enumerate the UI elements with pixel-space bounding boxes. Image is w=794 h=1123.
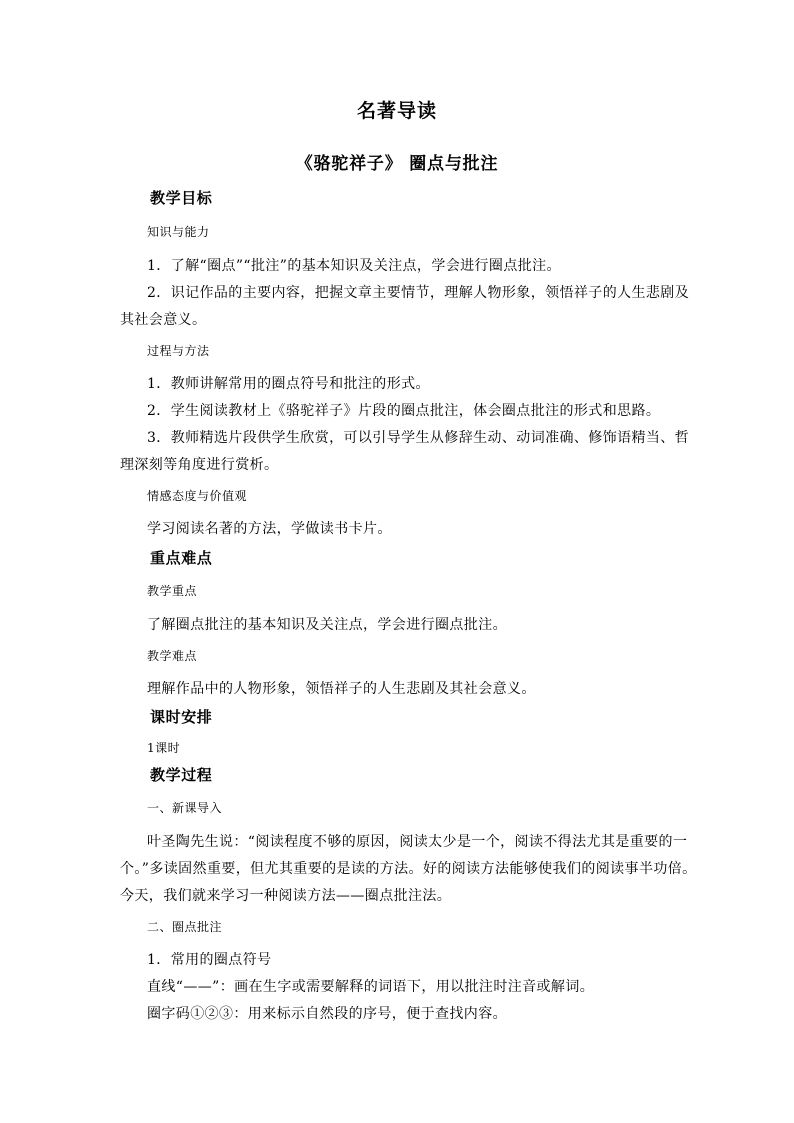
- section-heading-key-points: 重点难点: [150, 549, 213, 567]
- paragraph-knowledge-1: 1．了解“圈点”“批注”的基本知识及关注点，学会进行圈点批注。: [147, 258, 561, 274]
- paragraph-symbol-line: 直线“——”：画在生字或需要解释的词语下，用以批注时注音或解词。: [147, 979, 595, 995]
- section-heading-objectives: 教学目标: [150, 189, 213, 207]
- paragraph-process-3a: 3．教师精选片段供学生欣赏，可以引导学生从修辞生动、动词准确、修饰语精当、哲: [147, 430, 690, 446]
- paragraph-sub1: 1．常用的圈点符号: [147, 952, 272, 968]
- paragraph-knowledge-2a: 2．识记作品的主要内容，把握文章主要情节，理解人物形象，领悟祥子的人生悲剧及: [147, 285, 690, 301]
- subheading-emotion: 情感态度与价值观: [147, 489, 248, 503]
- paragraph-difficulty: 理解作品中的人物形象，领悟祥子的人生悲剧及其社会意义。: [147, 681, 536, 697]
- paragraph-symbol-circle: 圈字码①②③：用来标示自然段的序号，便于查找内容。: [147, 1006, 507, 1022]
- paragraph-intro-1: 叶圣陶先生说：“阅读程度不够的原因，阅读太少是一个，阅读不得法尤其是重要的一: [147, 834, 688, 850]
- paragraph-knowledge-2b: 其社会意义。: [120, 312, 207, 328]
- subheading-knowledge: 知识与能力: [147, 225, 210, 239]
- paragraph-process-1: 1．教师讲解常用的圈点符号和批注的形式。: [147, 376, 430, 392]
- paragraph-intro-2: 个。”多读固然重要，但尤其重要的是读的方法。好的阅读方法能够使我们的阅读事半功倍。: [120, 861, 697, 877]
- subheading-difficulty: 教学难点: [147, 649, 198, 663]
- paragraph-intro-3: 今天，我们就来学习一种阅读方法——圈点批注法。: [120, 888, 452, 904]
- subheading-focus: 教学重点: [147, 584, 198, 598]
- section-heading-process: 教学过程: [150, 766, 213, 784]
- section-heading-schedule: 课时安排: [150, 708, 213, 726]
- subheading-intro: 一、新课导入: [147, 801, 223, 815]
- document-subtitle: 《骆驼祥子》 圈点与批注: [295, 154, 499, 174]
- paragraph-process-2: 2．学生阅读教材上《骆驼祥子》片段的圈点批注，体会圈点批注的形式和思路。: [147, 403, 661, 419]
- paragraph-focus: 了解圈点批注的基本知识及关注点，学会进行圈点批注。: [147, 617, 507, 633]
- subheading-section2: 二、圈点批注: [147, 920, 223, 934]
- subheading-process-method: 过程与方法: [147, 344, 210, 358]
- document-title: 名著导读: [356, 100, 437, 122]
- paragraph-process-3b: 理深刻等角度进行赏析。: [120, 457, 279, 473]
- paragraph-schedule: 1课时: [147, 741, 181, 755]
- paragraph-emotion-1: 学习阅读名著的方法，学做读书卡片。: [147, 521, 392, 537]
